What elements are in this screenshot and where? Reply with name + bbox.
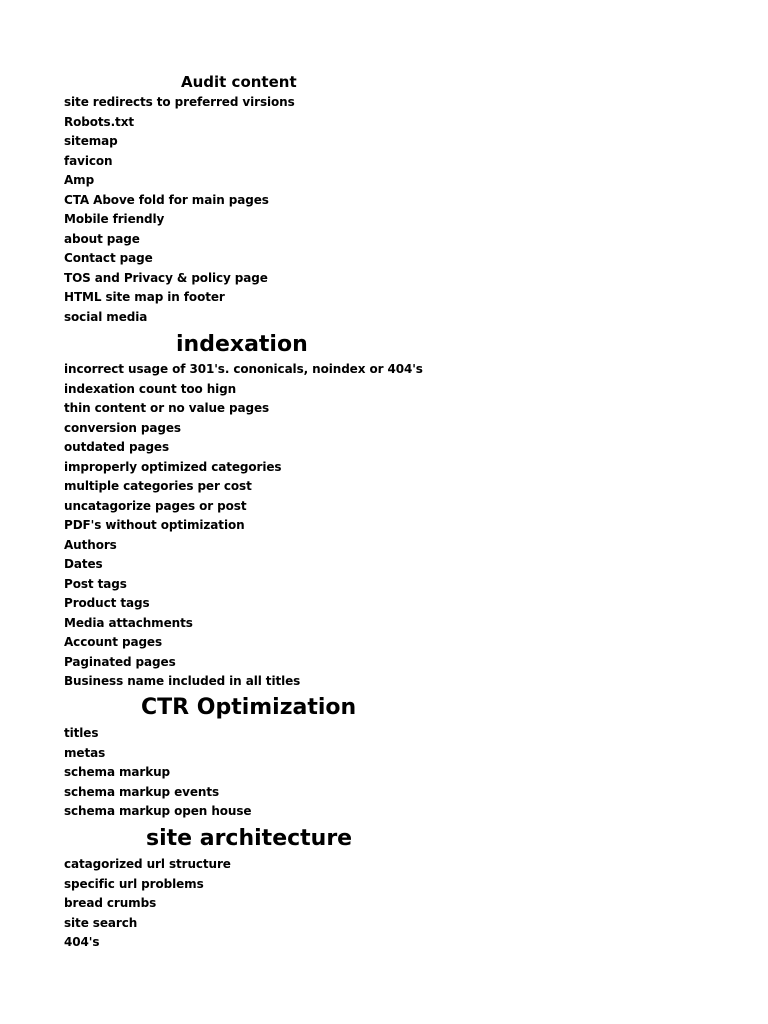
list-item: site redirects to preferred virsions <box>64 95 295 109</box>
list-item: favicon <box>64 153 113 168</box>
list-item: Product tags <box>64 596 150 610</box>
list-item: schema markup <box>64 765 171 779</box>
list-item: about page <box>64 231 140 246</box>
list-item: titles <box>64 726 99 740</box>
list-item: CTA Above fold for main pages <box>64 192 269 207</box>
list-item: schema markup open house <box>64 804 252 818</box>
site-architecture-heading: site architecture <box>146 826 353 851</box>
list-item: indexation count too hign <box>64 381 237 396</box>
list-item: multiple categories per cost <box>64 479 252 493</box>
list-item: Business name included in all titles <box>64 674 301 688</box>
list-item: Robots.txt <box>64 114 134 129</box>
site-architecture-list <box>64 855 231 953</box>
list-item: Paginated pages <box>64 654 176 669</box>
list-item: Post tags <box>64 576 127 591</box>
list-item: PDF's without optimization <box>64 518 245 532</box>
indexation-list <box>64 360 423 692</box>
list-item: specific url problems <box>64 876 204 891</box>
list-item: thin content or no value pages <box>64 401 270 415</box>
list-item: outdated pages <box>64 440 170 454</box>
ctr-optimization-list <box>64 724 251 822</box>
list-item: improperly optimized categories <box>64 459 282 474</box>
list-item: Account pages <box>64 635 163 649</box>
list-item: metas <box>64 745 106 760</box>
list-item: sitemap <box>64 134 118 148</box>
list-item: uncatagorize pages or post <box>64 498 247 513</box>
list-item: site search <box>64 915 138 930</box>
list-item: 404's <box>64 935 100 949</box>
list-item: HTML site map in footer <box>64 290 225 304</box>
list-item: Authors <box>64 537 117 552</box>
list-item: schema markup events <box>64 784 220 799</box>
list-item: Mobile friendly <box>64 212 165 226</box>
list-item: conversion pages <box>64 420 181 435</box>
list-item: Dates <box>64 557 103 571</box>
list-item: catagorized url structure <box>64 857 231 871</box>
list-item: incorrect usage of 301's. cononicals, noindex or 404's <box>64 362 423 376</box>
ctr-optimization-heading: CTR Optimization <box>141 695 357 720</box>
list-item: social media <box>64 309 148 324</box>
list-item: Media attachments <box>64 615 193 630</box>
list-item: bread crumbs <box>64 896 157 910</box>
list-item: TOS and Privacy & policy page <box>64 270 268 285</box>
audit-content-heading: Audit content <box>181 73 297 91</box>
indexation-heading: indexation <box>176 332 308 357</box>
list-item: Amp <box>64 173 95 187</box>
list-item: Contact page <box>64 251 153 265</box>
audit-content-list <box>64 93 295 327</box>
